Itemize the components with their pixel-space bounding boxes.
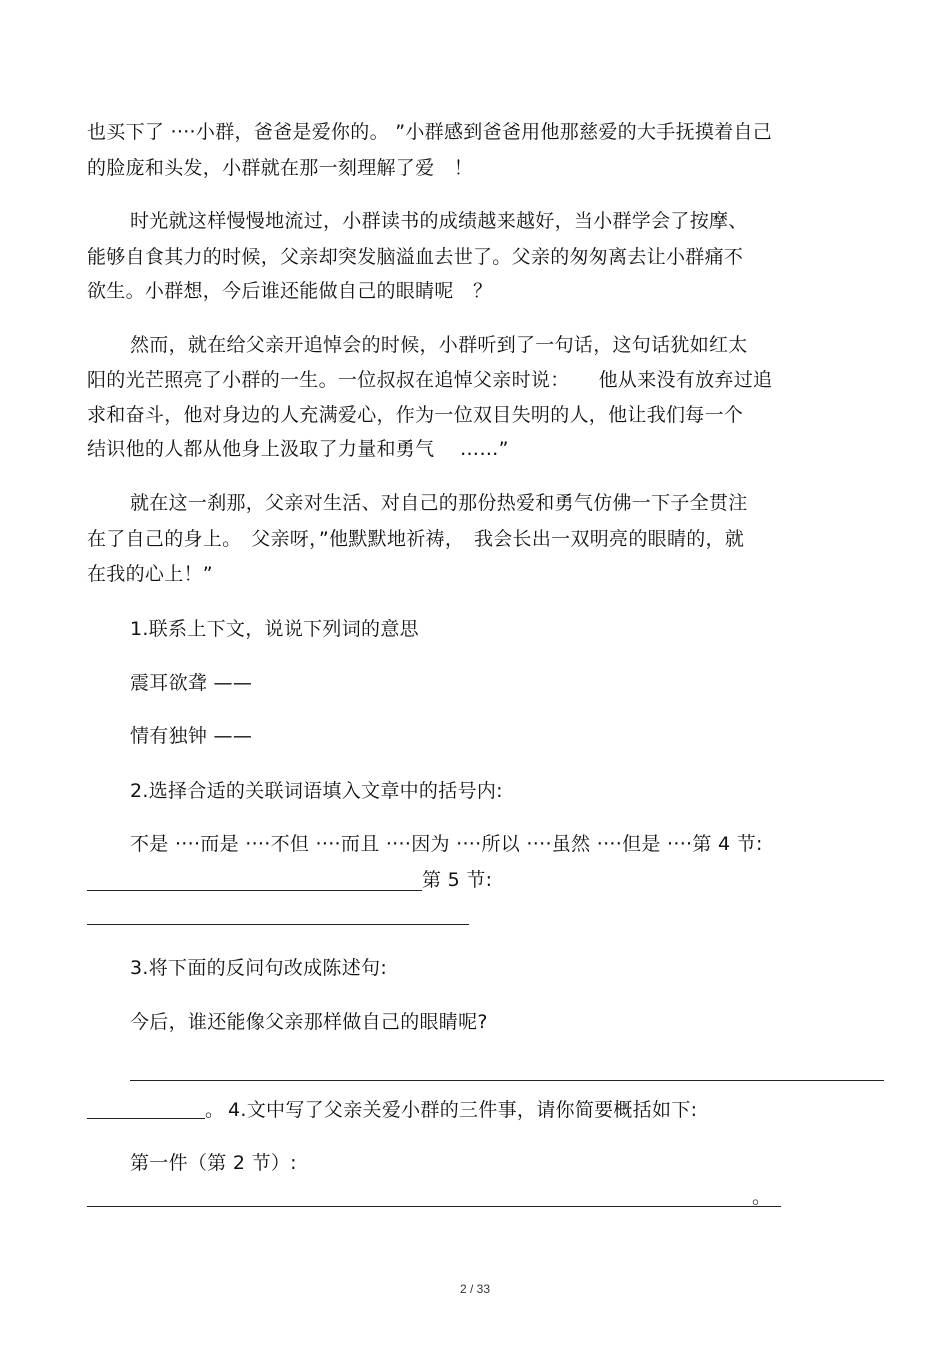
question-2-options: 不是 ····而是 ····不但 ····而且 ····因为 ····所以 ····虽然 ····但是 ····第 4 节: — [130, 833, 763, 855]
answer-blank-section-5[interactable] — [87, 924, 469, 925]
question-3-sentence: 今后，谁还能像父亲那样做自己的眼睛呢? — [130, 1011, 488, 1033]
story-line: 在了自己的身上。 父亲呀，”他默默地祈祷， 我会长出一双明亮的眼睛的，就 — [87, 528, 745, 550]
question-1-title: 1.联系上下文，说说下列词的意思 — [130, 618, 419, 640]
question-2-title: 2.选择合适的关联词语填入文章中的括号内: — [130, 780, 503, 802]
story-line: 阳的光芒照亮了小群的一生。一位叔叔在追悼父亲时说： 他从来没有放弃过追 — [87, 369, 773, 391]
story-line: 欲生。小群想，今后谁还能做自己的眼睛呢 ？ — [87, 280, 493, 302]
story-line: 也买下了 ····小群，爸爸是爱你的。 ”小群感到爸爸用他那慈爱的大手抚摸着自己 — [87, 121, 773, 143]
story-line: 的脸庞和头发，小群就在那一刻理解了爱 ！ — [87, 157, 474, 179]
question-3-title: 3.将下面的反问句改成陈述句: — [130, 957, 388, 979]
page-number: 2 / 33 — [459, 1282, 491, 1296]
story-line: 时光就这样慢慢地流过，小群读书的成绩越来越好，当小群学会了按摩、 — [130, 210, 748, 232]
question-3-end-mark: 。 — [205, 1099, 225, 1121]
question-1-term-b: 情有独钟 —— — [130, 725, 253, 747]
question-2-section-5-label: 第 5 节: — [422, 869, 493, 891]
answer-blank-question-3-continued[interactable] — [87, 1118, 205, 1119]
story-line: 结识他的人都从他身上汲取了力量和勇气 ……” — [87, 438, 509, 460]
answer-blank-question-3[interactable] — [130, 1080, 884, 1081]
question-4-first-item: 第一件（第 2 节）: — [130, 1152, 297, 1174]
question-4-title: 4.文中写了父亲关爱小群的三件事，请你简要概括如下: — [228, 1099, 698, 1121]
story-line: 能够自食其力的时候，父亲却突发脑溢血去世了。父亲的匆匆离去让小群痛不 — [87, 246, 744, 268]
story-line: 然而，就在给父亲开追悼会的时候，小群听到了一句话，这句话犹如红太 — [130, 334, 748, 356]
story-line: 在我的心上！” — [87, 563, 213, 585]
story-line: 求和奋斗，他对身边的人充满爱心，作为一位双目失明的人，他让我们每一个 — [87, 404, 744, 426]
story-line: 就在这一刹那，父亲对生活、对自己的那份热爱和勇气仿佛一下子全贯注 — [130, 492, 748, 514]
answer-blank-question-4-first[interactable] — [87, 1206, 781, 1207]
question-1-term-a: 震耳欲聋 —— — [130, 672, 253, 694]
answer-blank-section-4[interactable] — [87, 890, 422, 891]
question-4-end-mark: 。 — [752, 1186, 772, 1208]
